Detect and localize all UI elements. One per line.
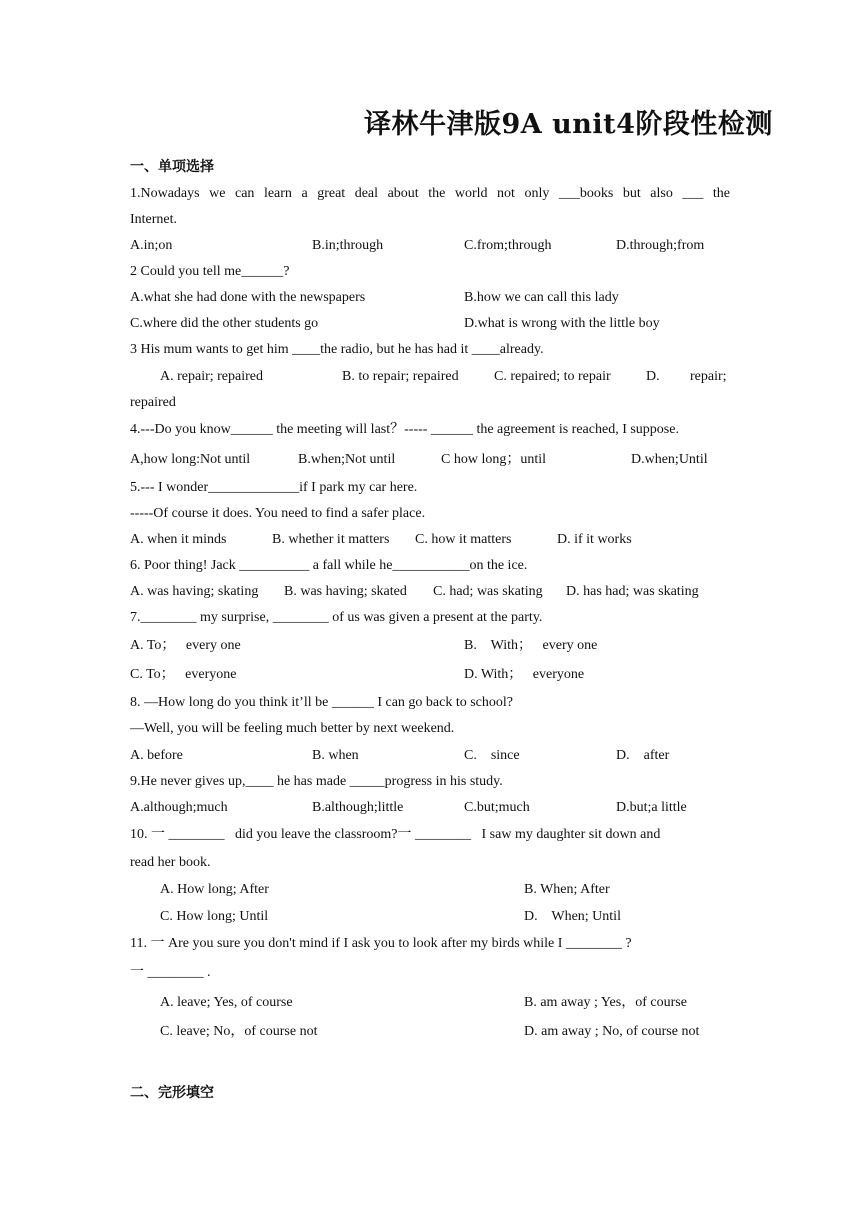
question-8-stem: 8. —How long do you think it’ll be ______ I can go back to school? <box>130 695 513 710</box>
question-7-option-b: B. With； every one <box>464 638 598 653</box>
question-8-option-c: C. since <box>464 748 520 763</box>
question-3-option-d-text: repair; <box>690 369 727 384</box>
section-heading-multiple-choice: 一、单项选择 <box>130 159 214 175</box>
question-3-option-b: B. to repair; repaired <box>342 369 459 384</box>
question-5-option-b: B. whether it matters <box>272 532 390 547</box>
question-6-stem: 6. Poor thing! Jack __________ a fall while he___________on the ice. <box>130 558 528 573</box>
question-10-option-d: D. When; Until <box>524 909 621 924</box>
question-6-option-c: C. had; was skating <box>433 584 543 599</box>
question-4-option-d: D.when;Until <box>631 452 708 467</box>
question-10-option-c: C. How long; Until <box>160 909 269 924</box>
question-3-option-d-label: D. <box>646 369 660 384</box>
question-2-option-c: C.where did the other students go <box>130 316 319 331</box>
question-8-reply: —Well, you will be feeling much better by next weekend. <box>130 721 455 736</box>
question-7-stem: 7.________ my surprise, ________ of us was given a present at the party. <box>130 610 543 625</box>
question-3-option-a: A. repair; repaired <box>160 369 263 384</box>
question-3-option-d-continued: repaired <box>130 395 176 410</box>
question-10-option-b: B. When; After <box>524 882 610 897</box>
question-9-option-d: D.but;a little <box>616 800 687 815</box>
question-9-option-b: B.although;little <box>312 800 404 815</box>
question-2-option-d: D.what is wrong with the little boy <box>464 316 660 331</box>
question-1-stem-line2: Internet. <box>130 212 178 227</box>
question-7-option-d: D. With； everyone <box>464 667 585 682</box>
question-8-option-a: A. before <box>130 748 183 763</box>
question-2-stem: 2 Could you tell me______? <box>130 264 290 279</box>
question-2-option-a: A.what she had done with the newspapers <box>130 290 366 305</box>
question-8-option-d: D. after <box>616 748 670 763</box>
question-1-option-c: C.from;through <box>464 238 552 253</box>
question-7-option-a: A. To； every one <box>130 638 241 653</box>
question-11-stem-line1: 11. 一 Are you sure you don't mind if I ask you to look after my birds while I ________ ? <box>130 936 632 951</box>
question-10-stem-line2: read her book. <box>130 855 211 870</box>
question-11-stem-line2: 一 ________ . <box>130 965 211 980</box>
question-10-option-a: A. How long; After <box>160 882 269 897</box>
question-9-option-a: A.although;much <box>130 800 228 815</box>
question-7-option-c: C. To； everyone <box>130 667 237 682</box>
question-1-option-d: D.through;from <box>616 238 705 253</box>
question-6-option-b: B. was having; skated <box>284 584 407 599</box>
question-3-option-c: C. repaired; to repair <box>494 369 611 384</box>
question-2-option-b: B.how we can call this lady <box>464 290 619 305</box>
question-1-stem-line1: 1.Nowadays we can learn a great deal about the world not only ___books but also ___ the <box>130 186 730 201</box>
question-11-option-a: A. leave; Yes, of course <box>160 995 293 1010</box>
question-3-stem: 3 His mum wants to get him ____the radio, but he has had it ____already. <box>130 342 544 357</box>
question-4-option-a: A,how long:Not until <box>130 452 251 467</box>
question-1-option-b: B.in;through <box>312 238 384 253</box>
question-4-option-c: C how long；until <box>441 452 547 467</box>
question-11-option-d: D. am away ; No, of course not <box>524 1024 700 1039</box>
question-4-stem: 4.---Do you know______ the meeting will last？----- ______ the agreement is reached, I suppose. <box>130 422 679 437</box>
question-5-stem: 5.--- I wonder_____________if I park my car here. <box>130 480 418 495</box>
question-5-option-c: C. how it matters <box>415 532 512 547</box>
question-10-stem-line1: 10. 一 ________ did you leave the classroom?一 ________ I saw my daughter sit down and <box>130 827 661 842</box>
question-8-option-b: B. when <box>312 748 359 763</box>
question-5-reply: -----Of course it does. You need to find a safer place. <box>130 506 426 521</box>
question-5-option-d: D. if it works <box>557 532 632 547</box>
question-9-stem: 9.He never gives up,____ he has made _____progress in his study. <box>130 774 503 789</box>
question-6-option-a: A. was having; skating <box>130 584 259 599</box>
question-1-option-a: A.in;on <box>130 238 173 253</box>
page-title: 译林牛津版9A unit4阶段性检测 <box>364 109 773 140</box>
question-6-option-d: D. has had; was skating <box>566 584 699 599</box>
question-11-option-c: C. leave; No，of course not <box>160 1024 318 1039</box>
question-9-option-c: C.but;much <box>464 800 530 815</box>
question-11-option-b: B. am away ; Yes，of course <box>524 995 687 1010</box>
question-5-option-a: A. when it minds <box>130 532 227 547</box>
question-4-option-b: B.when;Not until <box>298 452 396 467</box>
section-heading-cloze: 二、完形填空 <box>130 1085 214 1101</box>
